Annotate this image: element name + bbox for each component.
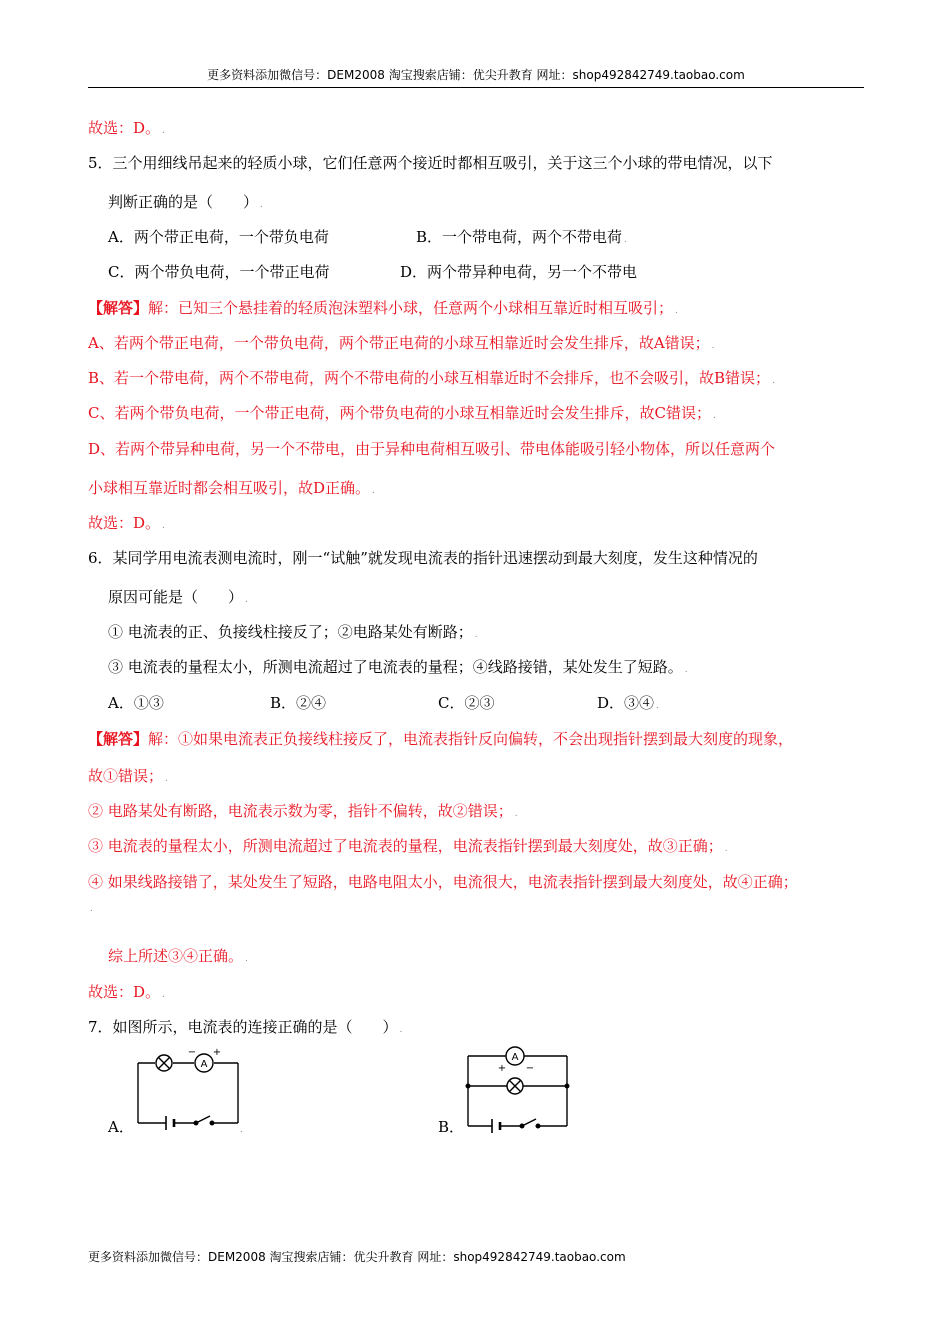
q6-solution-3-text: ③ 电流表的量程太小，所测电流超过了电流表的量程，电流表指针摆到最大刻度处，故③正确； — [88, 837, 723, 855]
q5-solution-a: A、若两个带正电荷，一个带负电荷，两个带正电荷的小球互相靠近时会发生排斥，故A错误； . — [88, 334, 715, 352]
ammeter-a-minus: − — [187, 1047, 197, 1058]
circuit-diagram-b — [462, 1042, 577, 1137]
q5-stem2-text: 判断正确的是（ ） — [108, 193, 259, 211]
q6-solution-2: ② 电路某处有断路，电流表示数为零，指针不偏转，故②错误； . — [88, 802, 518, 820]
q6-solution-label: 【解答】 — [88, 730, 149, 748]
ammeter-b-symbol: A — [511, 1052, 519, 1063]
q6-condition-2: ③ 电流表的量程太小，所测电流超过了电流表的量程；④线路接错，某处发生了短路。 . — [108, 658, 688, 676]
q5-stem-line1: 5．三个用细线吊起来的轻质小球，它们任意两个接近时都相互吸引，关于这三个小球的带电情况，以下 — [88, 154, 773, 172]
q6-answer: 故选：D。 . — [88, 983, 165, 1001]
page-header: 更多资料添加微信号：DEM2008 淘宝搜索店铺：优尖升教育 网址：shop492842749.taobao.com — [207, 68, 745, 82]
ammeter-b-plus: + — [497, 1063, 507, 1074]
q6-paragraph-mark: . — [90, 904, 93, 914]
header-rule — [88, 87, 864, 88]
page-footer: 更多资料添加微信号：DEM2008 淘宝搜索店铺：优尖升教育 网址：shop492842749.taobao.com — [88, 1250, 626, 1264]
switch-icon — [522, 1119, 536, 1126]
q6-option-c: C．②③ — [438, 694, 495, 712]
switch-icon — [196, 1116, 210, 1123]
q6-solution-3: ③ 电流表的量程太小，所测电流超过了电流表的量程，电流表指针摆到最大刻度处，故③正确； . — [88, 837, 728, 855]
circuit-diagram-a — [130, 1045, 245, 1135]
q6-summary: 综上所述③④正确。 . — [108, 947, 248, 965]
q5-solution-a-text: A、若两个带正电荷，一个带负电荷，两个带正电荷的小球互相靠近时会发生排斥，故A错误； — [88, 334, 710, 352]
q5-answer: 故选：D。 . — [88, 514, 165, 532]
q6-answer-text: 故选：D。 — [88, 983, 161, 1001]
q5-option-a: A．两个带正电荷，一个带负电荷 — [108, 228, 329, 246]
q5-option-d: D．两个带异种电荷，另一个不带电 — [400, 263, 638, 281]
ammeter-a-symbol: A — [200, 1059, 208, 1070]
q6-solution-4: ④ 如果线路接错了，某处发生了短路，电路电阻太小，电流很大，电流表指针摆到最大刻度处，故④正确； — [88, 873, 798, 891]
q5-solution-c: C、若两个带负电荷，一个带正电荷，两个带负电荷的小球互相靠近时会发生排斥，故C错误； . — [88, 404, 716, 422]
q5-stem-line2: 判断正确的是（ ） . — [108, 193, 263, 211]
q5-solution-b-text: B、若一个带电荷，两个不带电荷，两个不带电荷的小球互相靠近时不会排斥，也不会吸引，故B错误； — [88, 369, 771, 387]
q5-solution-d2-text: 小球相互靠近时都会相互吸引，故D正确。 — [88, 479, 371, 497]
q6-solution-1-text: 解：①如果电流表正负接线柱接反了，电流表指针反向偏转，不会出现指针摆到最大刻度的现象， — [148, 730, 794, 748]
q7-option-a-mark: . — [240, 1125, 243, 1135]
q6-stem-line2: 原因可能是（ ） . — [108, 588, 248, 606]
ammeter-b-minus: − — [525, 1063, 535, 1074]
q6-option-d-text: D．③④ — [597, 694, 655, 712]
q7-option-b-label: B． — [438, 1118, 465, 1136]
q5-solution-label: 【解答】 — [88, 299, 149, 317]
q5-option-b-text: B．一个带电荷，两个不带电荷 — [416, 228, 623, 246]
q7-stem: 7．如图所示，电流表的连接正确的是（ ） . — [88, 1018, 403, 1036]
q6-condition-1: ① 电流表的正、负接线柱接反了；②电路某处有断路； . — [108, 623, 478, 641]
q5-solution-c-text: C、若两个带负电荷，一个带正电荷，两个带负电荷的小球互相靠近时会发生排斥，故C错误； — [88, 404, 711, 422]
q5-option-b: B．一个带电荷，两个不带电荷 . — [416, 228, 627, 246]
q5-solution-d-line1: D、若两个带异种电荷，另一个不带电，由于异种电荷相互吸引、带电体能吸引轻小物体，所以任意两个 — [88, 440, 776, 458]
q6-stem-line1: 6．某同学用电流表测电流时，刚一“试触”就发现电流表的指针迅速摆动到最大刻度，发生这种情况的 — [88, 549, 758, 567]
q6-summary-text: 综上所述③④正确。 — [108, 947, 244, 965]
q6-solution-1b: 故①错误； . — [88, 767, 168, 785]
q6-option-b: B．②④ — [270, 694, 327, 712]
q5-answer-text: 故选：D。 — [88, 514, 161, 532]
q6-solution-1b-text: 故①错误； — [88, 767, 164, 785]
q6-option-a: A．①③ — [108, 694, 164, 712]
q6-condition-1-text: ① 电流表的正、负接线柱接反了；②电路某处有断路； — [108, 623, 473, 641]
q7-stem-text: 7．如图所示，电流表的连接正确的是（ ） — [88, 1018, 398, 1036]
q6-solution-2-text: ② 电路某处有断路，电流表示数为零，指针不偏转，故②错误； — [88, 802, 513, 820]
q6-option-d: D．③④ . — [597, 694, 659, 712]
ammeter-a-plus: + — [212, 1047, 222, 1058]
q5-option-c: C．两个带负电荷，一个带正电荷 — [108, 263, 330, 281]
q5-solution-d-line2: 小球相互靠近时都会相互吸引，故D正确。 . — [88, 479, 375, 497]
q5-solution-b: B、若一个带电荷，两个不带电荷，两个不带电荷的小球互相靠近时不会排斥，也不会吸引，故B错误； . — [88, 369, 775, 387]
top-answer-text: 故选：D。 — [88, 119, 161, 137]
top-answer: 故选：D。 . — [88, 119, 165, 137]
q6-stem2-text: 原因可能是（ ） — [108, 588, 244, 606]
q5-solution-intro: 【解答】解：已知三个悬挂着的轻质泡沫塑料小球，任意两个小球相互靠近时相互吸引； . — [88, 299, 678, 317]
q5-solution-intro-text: 解：已知三个悬挂着的轻质泡沫塑料小球，任意两个小球相互靠近时相互吸引； — [148, 299, 674, 317]
q7-option-a-label: A． — [108, 1118, 134, 1136]
q6-solution-1 — [88, 729, 793, 749]
q6-condition-2-text: ③ 电流表的量程太小，所测电流超过了电流表的量程；④线路接错，某处发生了短路。 — [108, 658, 683, 676]
